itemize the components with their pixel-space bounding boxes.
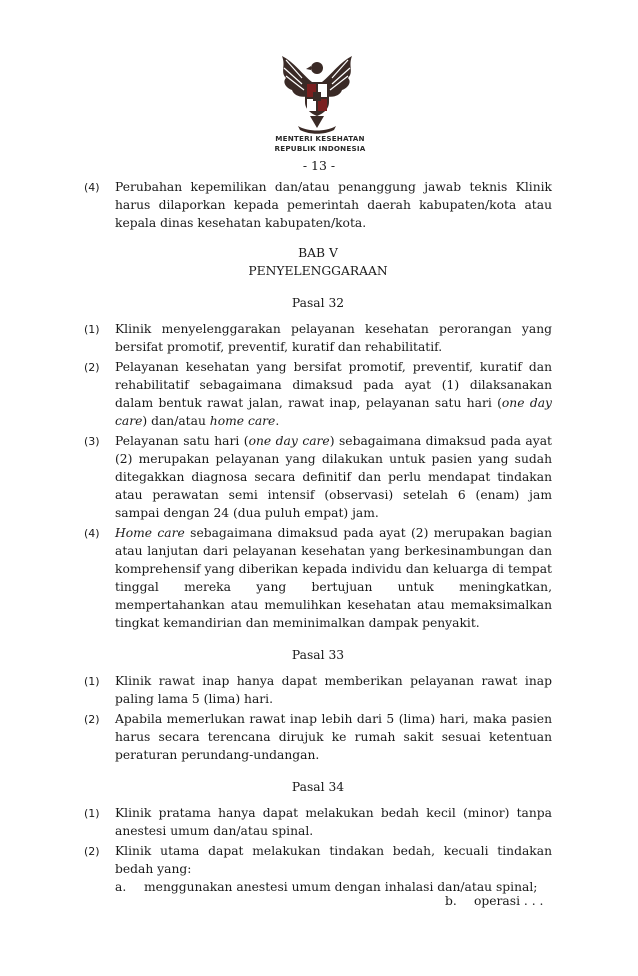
item-number: (2) bbox=[84, 713, 100, 726]
item-number: (4) bbox=[84, 527, 100, 540]
italic-term: one day care bbox=[248, 434, 330, 448]
article-title: Pasal 32 bbox=[291, 296, 345, 310]
italic-term: home care bbox=[209, 414, 276, 428]
sub-item-text: menggunakan anestesi umum dengan inhalasi dan/atau spinal; bbox=[144, 880, 538, 894]
text-segment: ) dan/atau bbox=[142, 414, 210, 428]
item-number: (1) bbox=[84, 323, 100, 336]
page-number: - 13 - bbox=[302, 158, 336, 173]
item-text: Klinik rawat inap hanya dapat memberikan pelayanan rawat inap paling lama 5 (lima) hari. bbox=[115, 674, 552, 706]
document-body bbox=[84, 178, 552, 898]
article-title: Pasal 34 bbox=[291, 780, 345, 794]
item-number: (2) bbox=[84, 845, 100, 858]
footer-text: operasi . . . bbox=[474, 894, 544, 908]
text-segment: Pelayanan kesehatan yang bersifat promotif, preventif, kuratif dan rehabilitatif sebagaimana dimaksud pada ayat (1) dilaksanakan dalam bentuk rawat jalan, rawat inap, pelayanan satu hari ( bbox=[115, 360, 552, 410]
list-item bbox=[84, 320, 552, 356]
list-item bbox=[84, 358, 552, 430]
ministry-header bbox=[258, 134, 382, 154]
item-text-main: Klinik utama dapat melakukan tindakan bedah, kecuali tindakan bedah yang: bbox=[115, 844, 552, 876]
list-item bbox=[84, 672, 552, 708]
chapter-subtitle: PENYELENGGARAAN bbox=[248, 264, 388, 278]
item-number: (1) bbox=[84, 675, 100, 688]
item-number: (2) bbox=[84, 361, 100, 374]
item-number: (4) bbox=[84, 181, 100, 194]
text-segment: sebagaimana dimaksud pada ayat (2) merupakan bagian atau lanjutan dari pelayanan kesehatan yang berkesinambungan dan komprehensif yang diberikan kepada individu dan keluarga di tempat tinggal mereka yang bertujuan untuk meningkatkan, mempertahankan atau memulihkan kesehatan atau memaksimalkan tingkat kemandirian dan meminimalkan dampak penyakit. bbox=[115, 526, 553, 630]
list-item bbox=[84, 842, 552, 896]
item-text bbox=[115, 842, 552, 896]
item-text bbox=[115, 358, 552, 430]
item-text: Klinik pratama hanya dapat melakukan bedah kecil (minor) tanpa anestesi umum dan/atau spinal. bbox=[115, 806, 552, 838]
list-item bbox=[84, 710, 552, 764]
continuation-footer bbox=[445, 894, 543, 908]
item-text: Perubahan kepemilikan dan/atau penanggung jawab teknis Klinik harus dilaporkan kepada pemerintah daerah kabupaten/kota atau kepala dinas kesehatan kabupaten/kota. bbox=[115, 180, 552, 230]
list-item bbox=[84, 432, 552, 522]
ministry-line-1: MENTERI KESEHATAN bbox=[275, 134, 365, 143]
article-title: Pasal 33 bbox=[291, 648, 345, 662]
text-segment: Pelayanan satu hari ( bbox=[115, 434, 249, 448]
item-number: (3) bbox=[84, 435, 100, 448]
garuda-emblem-icon bbox=[272, 52, 362, 136]
item-text: Klinik menyelenggarakan pelayanan kesehatan perorangan yang bersifat promotif, preventif, kuratif dan rehabilitatif. bbox=[115, 322, 552, 354]
item-text bbox=[115, 432, 552, 522]
text-segment: ) sebagaimana dimaksud pada ayat (2) merupakan pelayanan yang dilakukan untuk pasien yang sudah ditegakkan diagnosa secara definitif dan perlu mendapat tindakan atau perawatan semi intensif (observasi) setelah 6 (enam) jam sampai dengan 24 (dua puluh empat) jam. bbox=[115, 434, 552, 520]
list-item bbox=[84, 178, 552, 232]
list-item bbox=[84, 804, 552, 840]
ministry-line-2: REPUBLIK INDONESIA bbox=[274, 144, 366, 153]
sub-item-letter: a. bbox=[115, 880, 127, 894]
item-number: (1) bbox=[84, 807, 100, 820]
italic-term: Home care bbox=[115, 526, 185, 540]
footer-letter: b. bbox=[445, 894, 457, 908]
chapter-title: BAB V bbox=[298, 246, 338, 260]
text-segment: . bbox=[275, 414, 280, 428]
item-text: Apabila memerlukan rawat inap lebih dari 5 (lima) hari, maka pasien harus secara terencana dirujuk ke rumah sakit sesuai ketentuan peraturan perundang-undangan. bbox=[115, 712, 552, 762]
italic-term: one day care bbox=[115, 396, 552, 428]
item-text bbox=[115, 524, 552, 632]
list-item bbox=[84, 524, 552, 632]
